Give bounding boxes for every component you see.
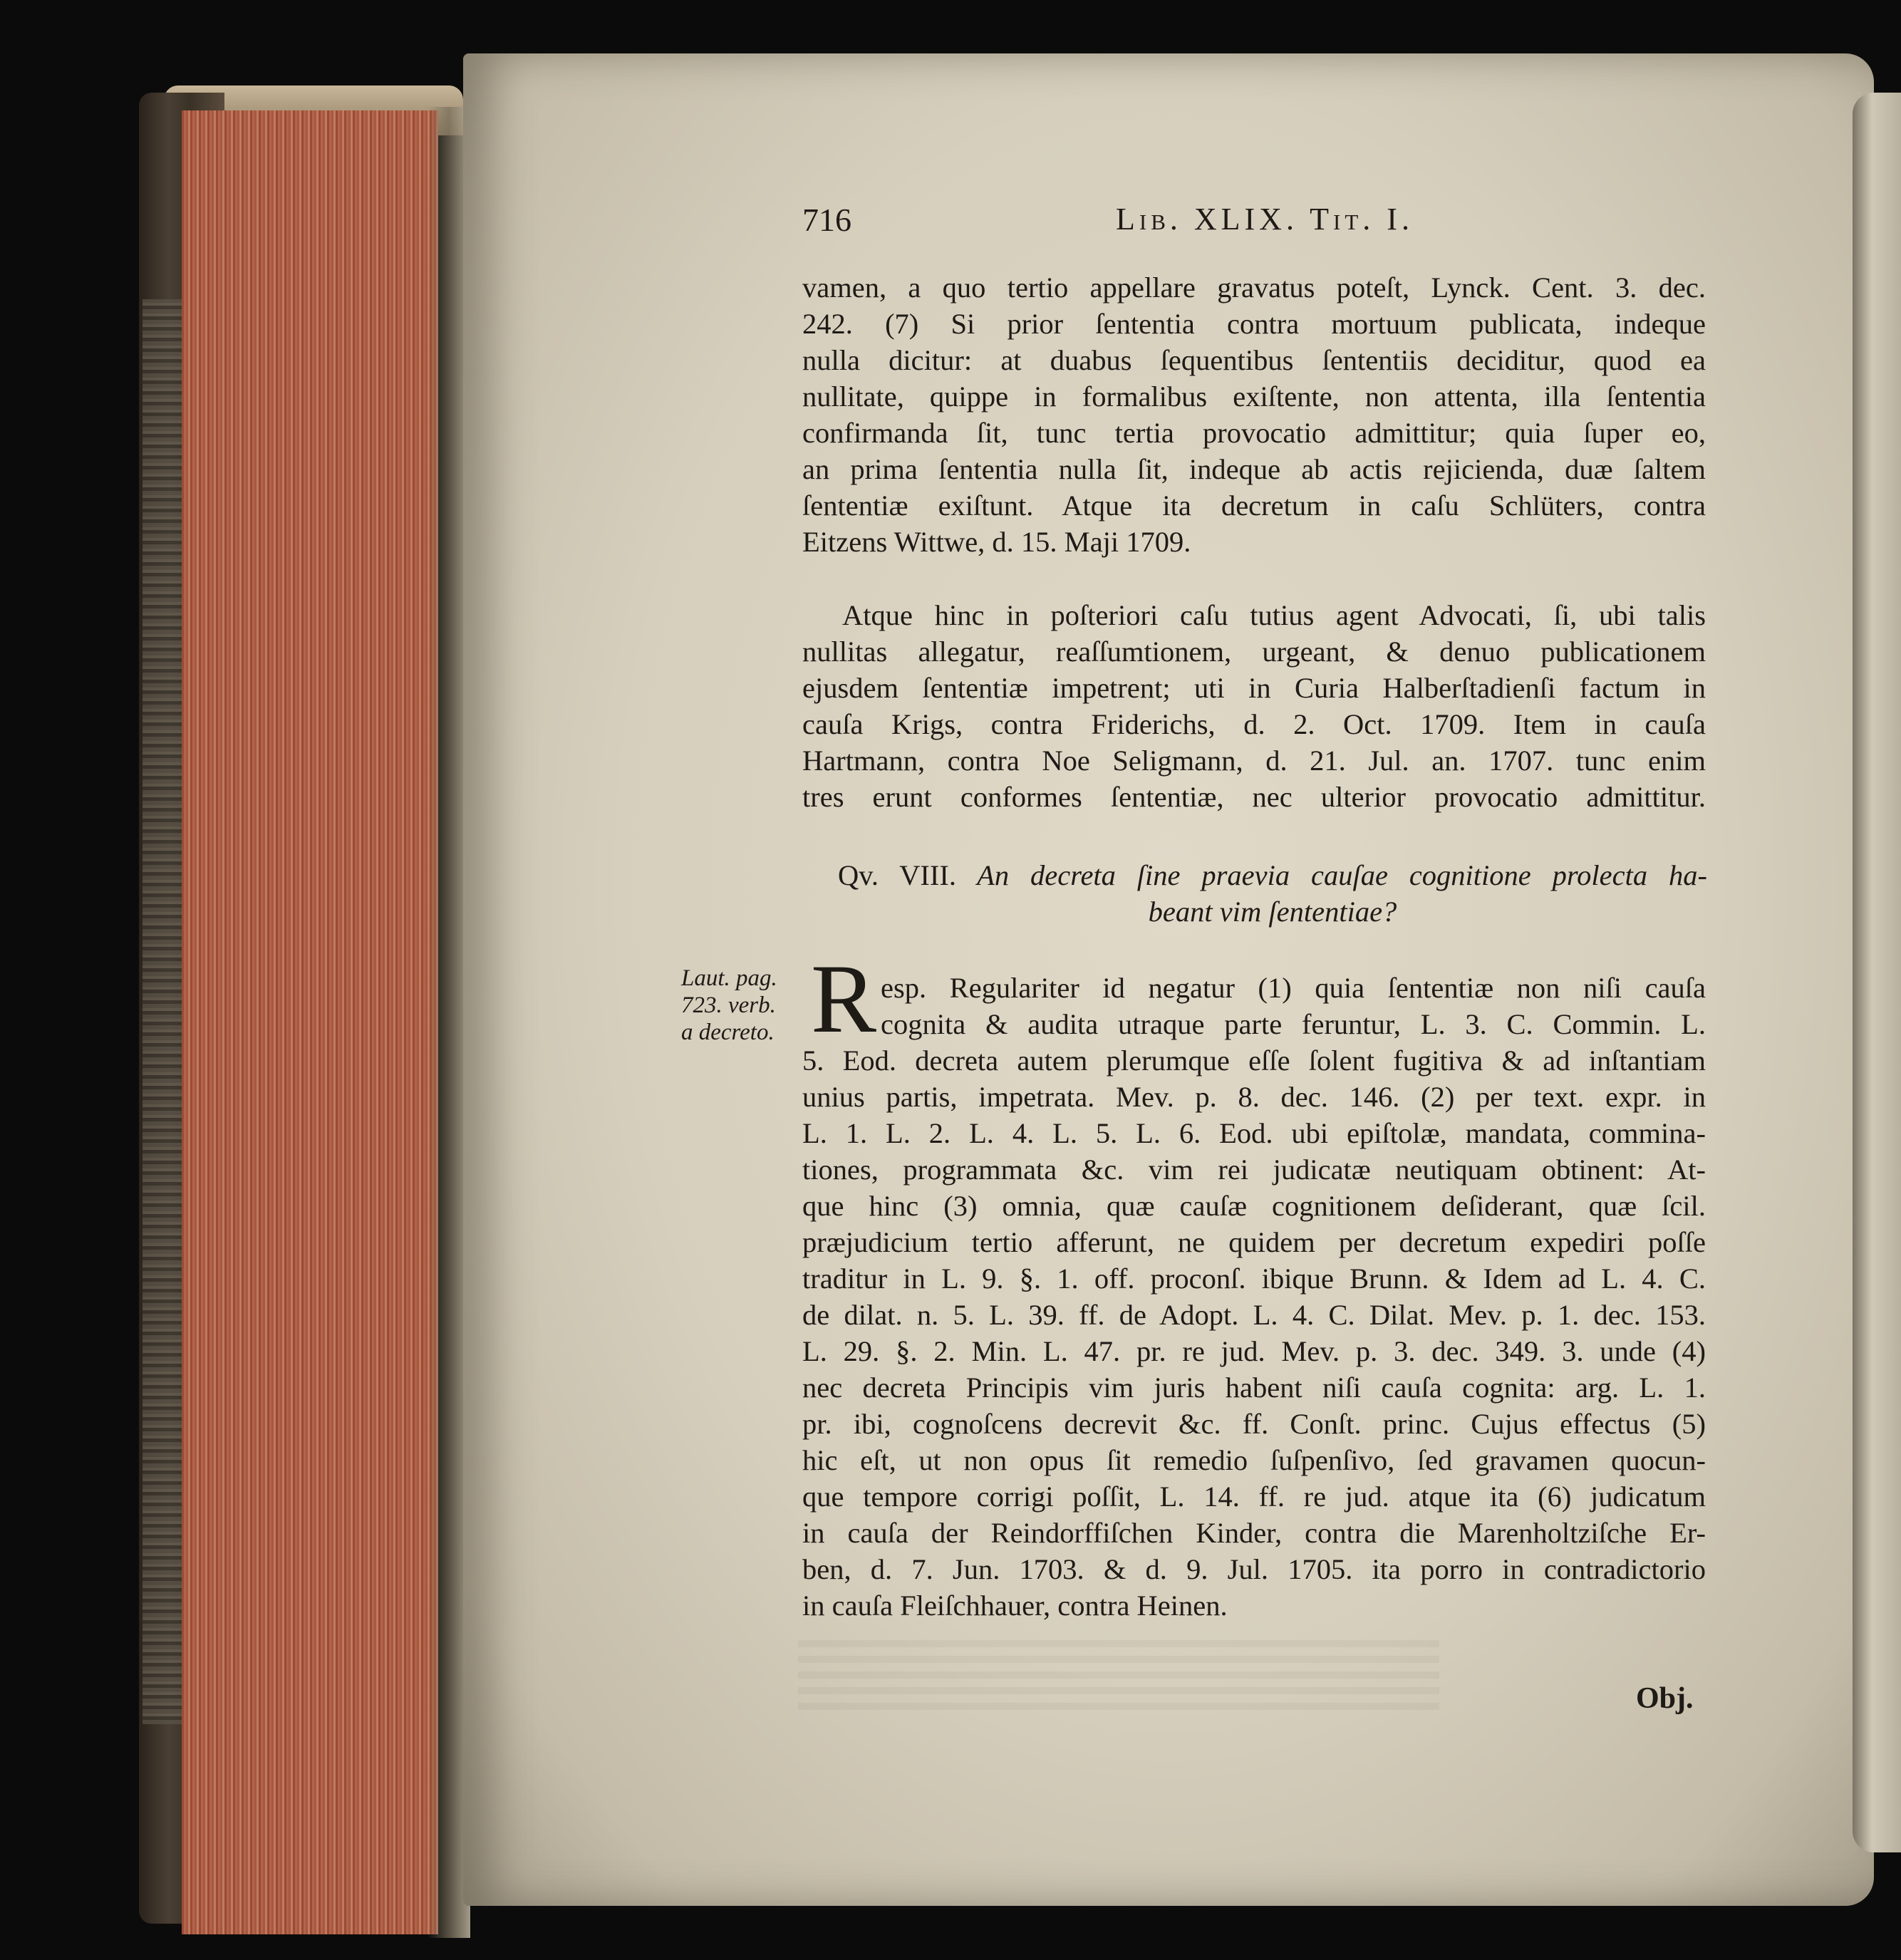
text-line: an prima ſententia nulla ſit, indeque ab actis rejicienda, duæ ſaltem — [802, 453, 1706, 485]
catchword: Obj. — [1636, 1682, 1694, 1715]
margin-note — [681, 965, 802, 1046]
show-through-text — [798, 1639, 1439, 1710]
text-line: L. 1. L. 2. L. 4. L. 5. L. 6. Eod. ubi epiſtolæ, mandata, commina- — [802, 1117, 1706, 1149]
question-line — [838, 857, 1707, 893]
text-line: Atque hinc in poſteriori caſu tutius agent Advocati, ſi, ubi talis — [842, 599, 1706, 631]
question-text: An decreta ſine praevia cauſae cognitione prolecta ha- — [977, 859, 1707, 891]
text-line: hic eſt, ut non opus ſit remedio ſuſpenſivo, ſed gravamen quocun- — [802, 1444, 1706, 1476]
text-line: que tempore corrigi poſſit, L. 14. ff. re jud. atque ita (6) judicatum — [802, 1481, 1706, 1513]
text-line: tiones, programmata &c. vim rei judicatæ neutiquam obtinent: At- — [802, 1153, 1706, 1186]
text-line: unius partis, impetrata. Mev. p. 8. dec. 146. (2) per text. expr. in — [802, 1081, 1706, 1113]
page-edges — [182, 110, 438, 1934]
running-head: Lib. XLIX. Tit. I. — [1116, 202, 1414, 237]
text-line: Eitzens Wittwe, d. 15. Maji 1709. — [802, 526, 1191, 558]
text-line: confirmanda ſit, tunc tertia provocatio admittitur; quia ſuper eo, — [802, 417, 1706, 449]
binding-texture — [143, 299, 185, 1724]
text-line: de dilat. n. 5. L. 39. ff. de Adopt. L. 4. C. Dilat. Mev. p. 1. dec. 153. — [802, 1299, 1706, 1331]
drop-cap: R — [811, 944, 877, 1053]
text-line: 242. (7) Si prior ſententia contra mortuum publicata, indeque — [802, 308, 1706, 340]
text-line: pr. ibi, cognoſcens decrevit &c. ff. Conſt. princ. Cujus effectus (5) — [802, 1408, 1706, 1440]
paragraph-3 — [802, 970, 1706, 1624]
paragraph-1 — [802, 269, 1706, 560]
text-line: ejusdem ſententiæ impetrent; uti in Curia Halberſtadienſi factum in — [802, 672, 1706, 704]
text-line: nullitate, quippe in formalibus exiſtente, non attenta, illa ſententia — [802, 380, 1706, 413]
question-heading — [838, 857, 1707, 930]
text-line: nullitas allegatur, reaſſumtionem, urgeant, & denuo publicationem — [802, 636, 1706, 668]
margin-note-line: Laut. pag. — [681, 965, 777, 991]
text-line: tres erunt conformes ſententiæ, nec ulterior provocatio admittitur. — [802, 781, 1706, 813]
text-line: L. 29. §. 2. Min. L. 47. pr. re jud. Mev. p. 3. dec. 349. 3. unde (4) — [802, 1335, 1706, 1367]
margin-note-line: 723. verb. — [681, 992, 776, 1018]
text-line: in cauſa der Reindorffiſchen Kinder, contra die Marenholtziſche Er- — [802, 1517, 1706, 1549]
text-line: cognita & audita utraque parte feruntur, L. 3. C. Commin. L. — [881, 1008, 1706, 1040]
text-line: cauſa Krigs, contra Friderichs, d. 2. Oct. 1709. Item in cauſa — [802, 708, 1706, 740]
text-line: esp. Regulariter id negatur (1) quia ſententiæ non niſi cauſa — [881, 972, 1706, 1004]
text-line: vamen, a quo tertio appellare gravatus poteſt, Lynck. Cent. 3. dec. — [802, 271, 1706, 304]
facing-page-edge — [1853, 93, 1901, 1852]
text-line: præjudicium tertio afferunt, ne quidem per decretum expediri poſſe — [802, 1226, 1706, 1258]
text-line: ſententiæ exiſtunt. Atque ita decretum in caſu Schlüters, contra — [802, 489, 1706, 522]
page-header — [802, 201, 1700, 244]
text-line: in cauſa Fleiſchhauer, contra Heinen. — [802, 1590, 1228, 1622]
question-label: Qv. VIII. — [838, 859, 956, 891]
page-number: 716 — [802, 202, 851, 238]
text-line: Hartmann, contra Noe Seligmann, d. 21. Jul. an. 1707. tunc enim — [802, 745, 1706, 777]
text-line: que hinc (3) omnia, quæ cauſæ cognitionem deſiderant, quæ ſcil. — [802, 1190, 1706, 1222]
text-line: nulla dicitur: at duabus ſequentibus ſententiis deciditur, quod ea — [802, 344, 1706, 376]
text-line: 5. Eod. decreta autem plerumque eſſe ſolent fugitiva & ad inſtantiam — [802, 1044, 1706, 1077]
text-line: nec decreta Principis vim juris habent niſi cauſa cognita: arg. L. 1. — [802, 1372, 1706, 1404]
text-line: traditur in L. 9. §. 1. off. proconſ. ibique Brunn. & Idem ad L. 4. C. — [802, 1262, 1706, 1295]
question-line-2: beant vim ſententiae? — [1148, 896, 1397, 928]
margin-note-line: a decreto. — [681, 1020, 775, 1045]
paragraph-2 — [802, 597, 1706, 815]
text-line: ben, d. 7. Jun. 1703. & d. 9. Jul. 1705. ita porro in contradictorio — [802, 1553, 1706, 1585]
